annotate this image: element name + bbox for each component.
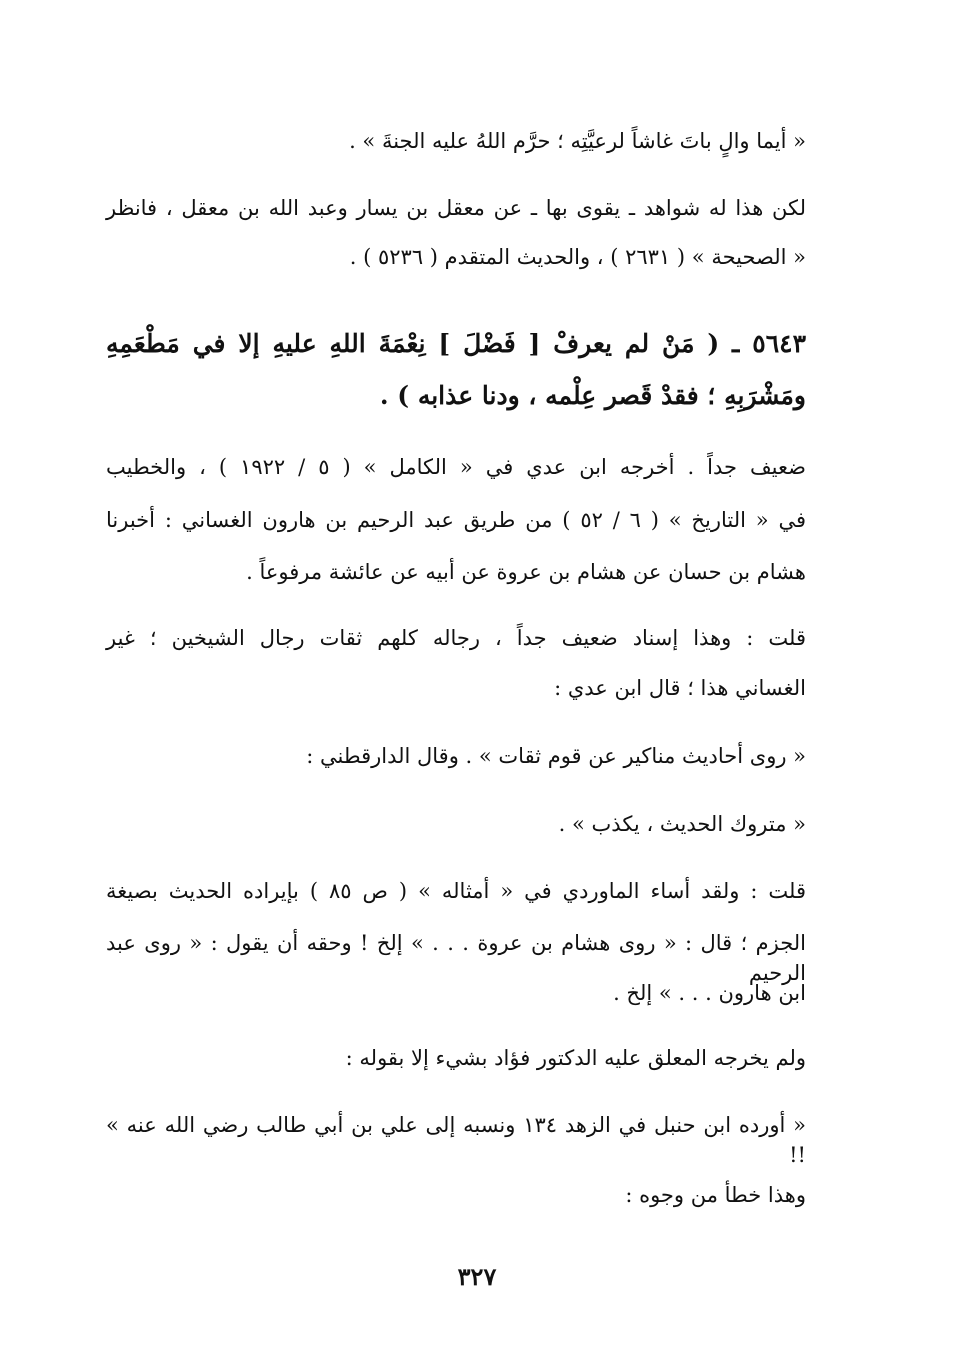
text-line-15: ابن هارون . . . » إلخ . [613, 981, 806, 1005]
hadith-heading-line-1: ٥٦٤٣ ـ ( مَنْ لم يعرفْ [ فَضْلَ ] نِعْمَةَ اللهِ عليهِ إلا في مَطْعَمِهِ [106, 329, 806, 358]
text-line-1: « أيما والٍ باتَ غاشاً لرعيَّتِه ؛ حرَّم اللهُ عليه الجنةَ » . [349, 129, 806, 153]
text-line-9: قلت : وهذا إسناد ضعيف جداً ، رجاله كلهم ثقات رجال الشيخين ؛ غير [106, 626, 806, 650]
text-line-14: الجزم ؛ قال : « روى هشام بن عروة . . . » إلخ ! وحقه أن يقول : « روى عبد الرحيم [106, 931, 806, 985]
text-line-6: ضعيف جداً . أخرجه ابن عدي في « الكامل » ( ٥ / ١٩٢٢ ) ، والخطيب [106, 455, 806, 479]
text-line-2: لكن هذا له شواهد ـ يقوى بها ـ عن معقل بن يسار وعبد الله بن معقل ، فانظر [106, 196, 806, 220]
text-line-3: « الصحيحة » ( ٢٦٣١ ) ، والحديث المتقدم ( ٥٢٣٦ ) . [349, 245, 806, 269]
text-line-17: « أورده ابن حنبل في الزهد ١٣٤ ونسبه إلى علي بن أبي طالب رضي الله عنه » !! [106, 1113, 806, 1167]
page-number: ٣٢٧ [457, 1262, 497, 1291]
quote-line-2: « متروك الحديث ، يكذب » . [558, 812, 806, 836]
quote-line-1: « روى أحاديث مناكير عن قوم ثقات » . وقال الدارقطني : [306, 744, 806, 768]
text-line-13: قلت : ولقد أساء الماوردي في « أمثاله » ( ص ٨٥ ) بإيراده الحديث بصيغة [106, 879, 806, 903]
text-line-18: وهذا خطأ من وجوه : [625, 1183, 806, 1207]
text-line-16: ولم يخرجه المعلق عليه الدكتور فؤاد بشيء إلا بقوله : [345, 1046, 806, 1070]
text-line-10: الغساني هذا ؛ قال ابن عدي : [554, 676, 806, 700]
text-line-8: هشام بن حسان عن هشام بن عروة عن أبيه عن عائشة مرفوعاً . [246, 560, 806, 584]
text-line-7: في « التاريخ » ( ٦ / ٥٢ ) من طريق عبد الرحيم بن هارون الغساني : أخبرنا [106, 508, 806, 532]
hadith-heading-line-2: ومَشْرَبِهِ ؛ فقدْ قَصر عِلْمه ، ودنا عذابه ) . [379, 381, 806, 410]
